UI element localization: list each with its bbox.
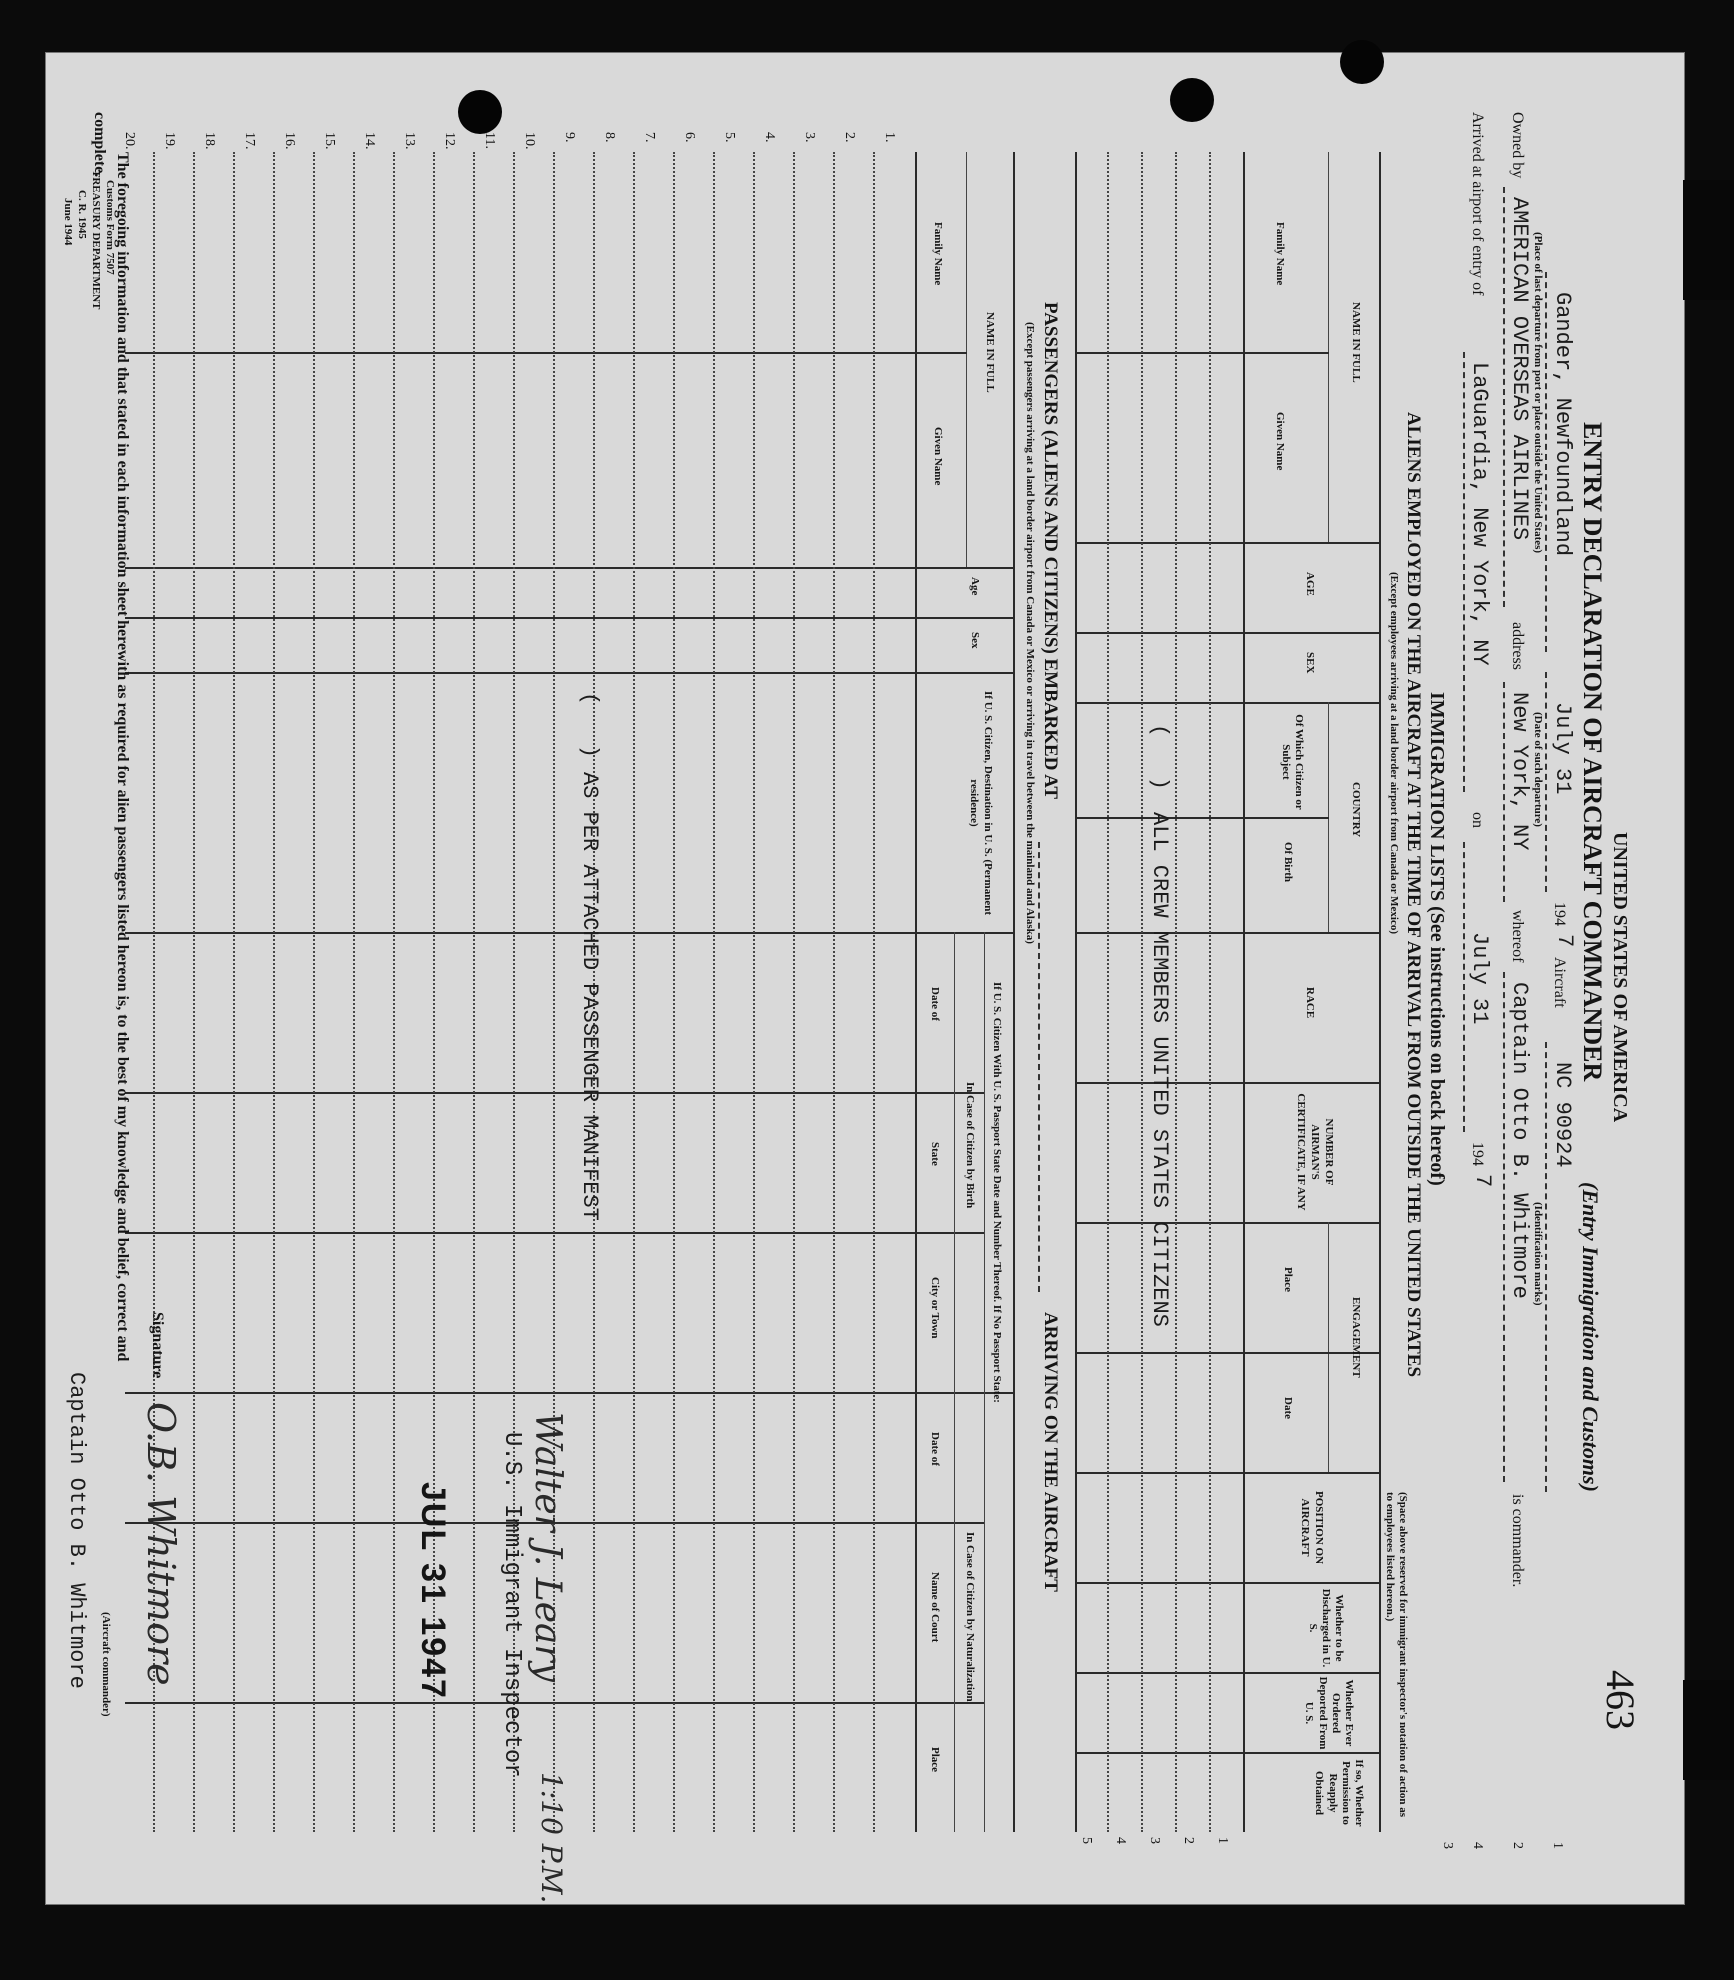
pass-col-by-naturalization: In Case of Citizen by Naturalization bbox=[964, 1532, 976, 1702]
passenger-row-number: 19. bbox=[162, 132, 177, 150]
passenger-row-line bbox=[313, 152, 315, 1832]
passenger-row-line bbox=[753, 152, 755, 1832]
country-heading: UNITED STATES OF AMERICA bbox=[1609, 832, 1631, 1123]
arrival-year-suffix: 7 bbox=[1470, 1174, 1495, 1188]
entry-declaration-form bbox=[45, 52, 1685, 1905]
page-number: 463 bbox=[1598, 1670, 1643, 1730]
passenger-row-number: 10. bbox=[522, 132, 537, 150]
stamp-time: 1:10 P.M. bbox=[535, 1772, 568, 1904]
crew-col-airman-cert: NUMBER OF AIRMAN'S CERTIFICATE, IF ANY bbox=[1295, 1093, 1335, 1211]
punch-hole bbox=[1170, 78, 1214, 122]
punch-hole bbox=[1340, 40, 1384, 84]
aircraft-label: Aircraft bbox=[1551, 957, 1568, 1008]
crew-col-position: POSITION ON AIRCRAFT bbox=[1299, 1490, 1325, 1565]
crew-col-race: RACE bbox=[1304, 987, 1316, 1019]
pass-col-sex: Sex bbox=[969, 632, 981, 649]
pass-col-city: City or Town bbox=[929, 1277, 941, 1339]
pass-col-family-name: Family Name bbox=[932, 222, 944, 286]
departure-place: Gander, Newfoundland bbox=[1550, 292, 1575, 557]
signature-caption: (Aircraft commander) bbox=[100, 1612, 112, 1717]
passenger-row-number: 7. bbox=[642, 132, 657, 143]
departure-year-suffix: 7 bbox=[1552, 934, 1577, 948]
passenger-row-line bbox=[833, 152, 835, 1832]
form-title-sub: (Entry Immigration and Customs) bbox=[1578, 1182, 1603, 1492]
passenger-row-number: 16. bbox=[282, 132, 297, 150]
form-id-line3: C. R. 1945 bbox=[76, 190, 88, 239]
owned-by-label: Owned by bbox=[1509, 112, 1526, 179]
pass-col-place: Place bbox=[929, 1747, 941, 1773]
passenger-row-number: 9. bbox=[562, 132, 577, 143]
passenger-row-line bbox=[393, 152, 395, 1832]
certification-text-1: The foregoing information and that stated in each information sheet herewith as required for alien passengers listed hereon is, to the best of my knowledge and belief, correct and bbox=[114, 152, 131, 1362]
binder-tab bbox=[1683, 180, 1734, 300]
crew-row-number: 4 bbox=[1113, 1837, 1128, 1844]
owner-name: AMERICAN OVERSEAS AIRLINES bbox=[1507, 197, 1532, 541]
immigration-title: IMMIGRATION LISTS (See instructions on back hereof) bbox=[1426, 692, 1448, 1186]
departure-year-prefix: 194 bbox=[1551, 902, 1568, 926]
passenger-row-line bbox=[633, 152, 635, 1832]
crew-col-place: Place bbox=[1282, 1267, 1294, 1293]
departure-date-caption: (Date of such departure) bbox=[1532, 712, 1544, 827]
crew-entry: ALL CREW MEMBERS UNITED STATES CITIZENS bbox=[1147, 812, 1172, 1327]
document-page bbox=[45, 52, 1685, 1905]
passenger-row-line bbox=[713, 152, 715, 1832]
crew-col-date: Date bbox=[1282, 1397, 1294, 1419]
passenger-row-number: 3. bbox=[802, 132, 817, 143]
passenger-row-number: 6. bbox=[682, 132, 697, 143]
form-title: ENTRY DECLARATION OF AIRCRAFT COMMANDER bbox=[1578, 422, 1607, 1082]
crew-col-engagement: ENGAGEMENT bbox=[1350, 1297, 1362, 1378]
marks-caption: (Identification marks) bbox=[1532, 1202, 1544, 1306]
pass-col-state: State bbox=[929, 1142, 941, 1166]
passenger-row-number: 20. bbox=[122, 132, 137, 150]
address-label: address bbox=[1509, 622, 1526, 670]
arrival-date: July 31 bbox=[1467, 932, 1492, 1025]
aircraft-marks: NC 90924 bbox=[1550, 1062, 1575, 1168]
passenger-entry: AS PER ATTACHED PASSENGER MANIFEST bbox=[577, 772, 602, 1221]
form-id-line2: TREASURY DEPARTMENT bbox=[90, 170, 102, 310]
passenger-row-number: 11. bbox=[482, 132, 497, 149]
crew-col-deported: Whether Ever Ordered Deported From U. S. bbox=[1303, 1676, 1355, 1750]
pass-col-court: Name of Court bbox=[929, 1572, 941, 1643]
passenger-row-line bbox=[473, 152, 475, 1832]
crew-row-number: 5 bbox=[1079, 1837, 1094, 1844]
crew-col-discharged: Whether to be Discharged in U. S. bbox=[1306, 1588, 1345, 1668]
pass-col-date-of: Date of bbox=[929, 987, 941, 1021]
crew-col-country: COUNTRY bbox=[1350, 782, 1362, 838]
passenger-row-line bbox=[873, 152, 875, 1832]
passenger-row-line bbox=[353, 152, 355, 1832]
owner-address: New York, NY bbox=[1507, 692, 1532, 851]
passenger-row-number: 18. bbox=[202, 132, 217, 150]
crew-col-citizen-of: Of Which Citizen or Subject bbox=[1279, 714, 1305, 810]
crew-col-of-birth: Of Birth bbox=[1282, 842, 1294, 883]
line-number: 4 bbox=[1470, 1842, 1485, 1849]
pass-col-by-birth: In Case of Citizen by Birth bbox=[964, 1082, 976, 1209]
crew-row-number: 1 bbox=[1215, 1837, 1230, 1844]
line-number: 3 bbox=[1440, 1842, 1455, 1849]
immigration-subtitle: ALIENS EMPLOYED ON THE AIRCRAFT AT THE TIME OF ARRIVAL FROM OUTSIDE THE UNITED STATES bbox=[1403, 412, 1424, 1378]
passenger-row-number: 4. bbox=[762, 132, 777, 143]
commander-name: Captain Otto B. Whitmore bbox=[1507, 982, 1532, 1299]
signature-label: Signature bbox=[149, 1312, 166, 1379]
passenger-row-number: 13. bbox=[402, 132, 417, 150]
inspector-signature: Walter J. Leary bbox=[527, 1412, 568, 1683]
departure-place-caption: (Place of last departure from port or place outside the United States) bbox=[1532, 232, 1544, 554]
passenger-row-line bbox=[233, 152, 235, 1832]
passengers-title: PASSENGERS (ALIENS AND CITIZENS) EMBARKED AT bbox=[1040, 302, 1061, 800]
passenger-row-line bbox=[193, 152, 195, 1832]
passenger-row-number: 14. bbox=[362, 132, 377, 150]
stamp-date: JUL 31 1947 bbox=[414, 1482, 452, 1700]
arrival-label: Arrived at airport of entry of bbox=[1469, 112, 1486, 296]
form-id-line4: June 1944 bbox=[62, 198, 74, 246]
pass-col-destination: If U. S. Citizen, Destination in U. S. (Permanent residence) bbox=[967, 691, 994, 915]
commander-typed-name: Captain Otto B. Whitmore bbox=[64, 1372, 89, 1689]
pass-col-date-of2: Date of bbox=[929, 1432, 941, 1466]
line-number: 2 bbox=[1510, 1842, 1525, 1849]
pass-col-passport-header: If U. S. Citizen With U. S. Passport State Date and Number Thereof. If No Passport State: bbox=[991, 982, 1003, 1403]
crew-row-number: 2 bbox=[1181, 1837, 1196, 1844]
passenger-row-number: 5. bbox=[722, 132, 737, 143]
passenger-row-number: 17. bbox=[242, 132, 257, 150]
passenger-row-line bbox=[273, 152, 275, 1832]
departure-date: July 31 bbox=[1550, 702, 1575, 795]
passenger-row-number: 2. bbox=[842, 132, 857, 143]
arrival-on-label: on bbox=[1469, 812, 1486, 828]
binder-tab bbox=[1683, 1680, 1734, 1780]
crew-col-age: AGE bbox=[1304, 572, 1316, 596]
inspector-title: U.S. Immigrant Inspector bbox=[498, 1432, 525, 1778]
passengers-note: (Except passengers arriving at a land border airport from Canada or Mexico or arriving in travel between the mainland and Alaska) bbox=[1024, 322, 1036, 944]
immigration-note: (Except employees arriving at a land border airport from Canada or Mexico) bbox=[1388, 572, 1400, 935]
commander-signature: O.B. Whitmore bbox=[139, 1402, 183, 1686]
passenger-paren: ( ) bbox=[577, 692, 602, 759]
arrival-year-prefix: 194 bbox=[1469, 1142, 1486, 1166]
reserved-note: (Space above reserved for immigrant inspector's notation of action as to employees listed hereon.) bbox=[1383, 1492, 1409, 1817]
crew-col-given-name: Given Name bbox=[1274, 412, 1286, 471]
crew-col-name-in-full: NAME IN FULL bbox=[1350, 302, 1362, 383]
passenger-row-number: 1. bbox=[882, 132, 897, 143]
form-id-line1: Customs Form 7507 bbox=[104, 180, 116, 275]
pass-col-given-name: Given Name bbox=[932, 427, 944, 486]
crew-col-family-name: Family Name bbox=[1274, 222, 1286, 286]
passengers-arriving: ARRIVING ON THE AIRCRAFT bbox=[1040, 1312, 1061, 1592]
is-commander-label: is commander. bbox=[1509, 1494, 1526, 1588]
crew-paren: ( ) bbox=[1147, 724, 1172, 791]
passenger-row-number: 15. bbox=[322, 132, 337, 150]
whereof-label: whereof bbox=[1509, 910, 1526, 963]
pass-col-age: Age bbox=[969, 577, 981, 596]
passenger-row-line bbox=[793, 152, 795, 1832]
passenger-row-number: 12. bbox=[442, 132, 457, 150]
line-number: 1 bbox=[1550, 1842, 1565, 1849]
crew-col-permission: If so, Whether Permission to Reapply Obtained bbox=[1313, 1759, 1365, 1827]
certification-text-2: complete. bbox=[91, 112, 108, 178]
passenger-row-line bbox=[673, 152, 675, 1832]
passenger-row-number: 8. bbox=[602, 132, 617, 143]
punch-hole bbox=[458, 90, 502, 134]
crew-row-number: 3 bbox=[1147, 1837, 1162, 1844]
pass-col-name-in-full: NAME IN FULL bbox=[984, 312, 996, 393]
crew-col-sex: SEX bbox=[1304, 652, 1316, 674]
arrival-airport: LaGuardia, New York, NY bbox=[1467, 362, 1492, 666]
